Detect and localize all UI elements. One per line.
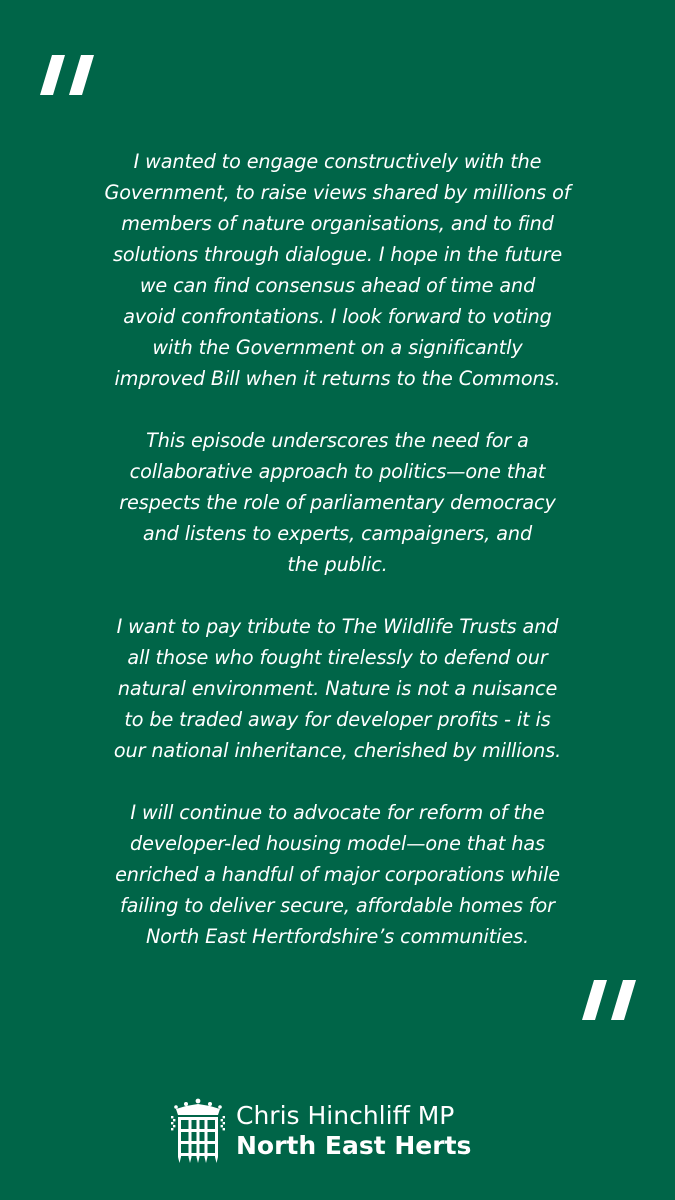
quote-line: improved Bill when it returns to the Commons. [114,367,561,390]
quote-line: members of nature organisations, and to find [121,212,554,235]
quote-line: I wanted to engage constructively with the [133,150,542,173]
portcullis-icon [170,1098,226,1164]
quote-line: the public. [287,553,388,576]
quote-line: solutions through dialogue. I hope in the future [112,243,563,266]
mp-name: Chris Hinchliff MP [236,1101,455,1130]
quote-line: to be traded away for developer profits - it is [124,708,551,731]
quote-line: This episode underscores the need for a [146,429,529,452]
quote-paragraph-4 [50,797,625,952]
quote-line: we can find consensus ahead of time and [139,274,536,297]
quote-line: developer-led housing model—one that has [130,832,545,855]
brand-text [236,1101,471,1161]
quote-line: natural environment. Nature is not a nuisance [117,677,558,700]
quote-line: enriched a handful of major corporations while [115,863,560,886]
brand-lockup [170,1098,471,1164]
quote-paragraph-1 [50,146,625,394]
constituency-name: North East Herts [236,1131,472,1160]
closing-quotation-mark-icon [582,980,636,1020]
quote-line: respects the role of parliamentary democracy [119,491,556,514]
quote-line: North East Hertfordshire’s communities. [145,925,530,948]
quote-line: with the Government on a significantly [152,336,523,359]
quote-line: failing to deliver secure, affordable homes for [120,894,555,917]
quote-line: our national inheritance, cherished by millions. [113,739,562,762]
quote-line: Government, to raise views shared by millions of [104,181,571,204]
quote-line: I want to pay tribute to The Wildlife Trusts and [116,615,559,638]
quote-line: avoid confrontations. I look forward to voting [123,305,552,328]
quote-line: and listens to experts, campaigners, and [142,522,533,545]
quote-body [50,146,625,952]
opening-quotation-mark-icon [40,55,94,95]
quote-line: collaborative approach to politics—one that [129,460,546,483]
quote-line: all those who fought tirelessly to defend our [127,646,548,669]
quote-paragraph-3 [50,611,625,766]
quote-paragraph-2 [50,425,625,580]
quote-line: I will continue to advocate for reform of the [130,801,545,824]
